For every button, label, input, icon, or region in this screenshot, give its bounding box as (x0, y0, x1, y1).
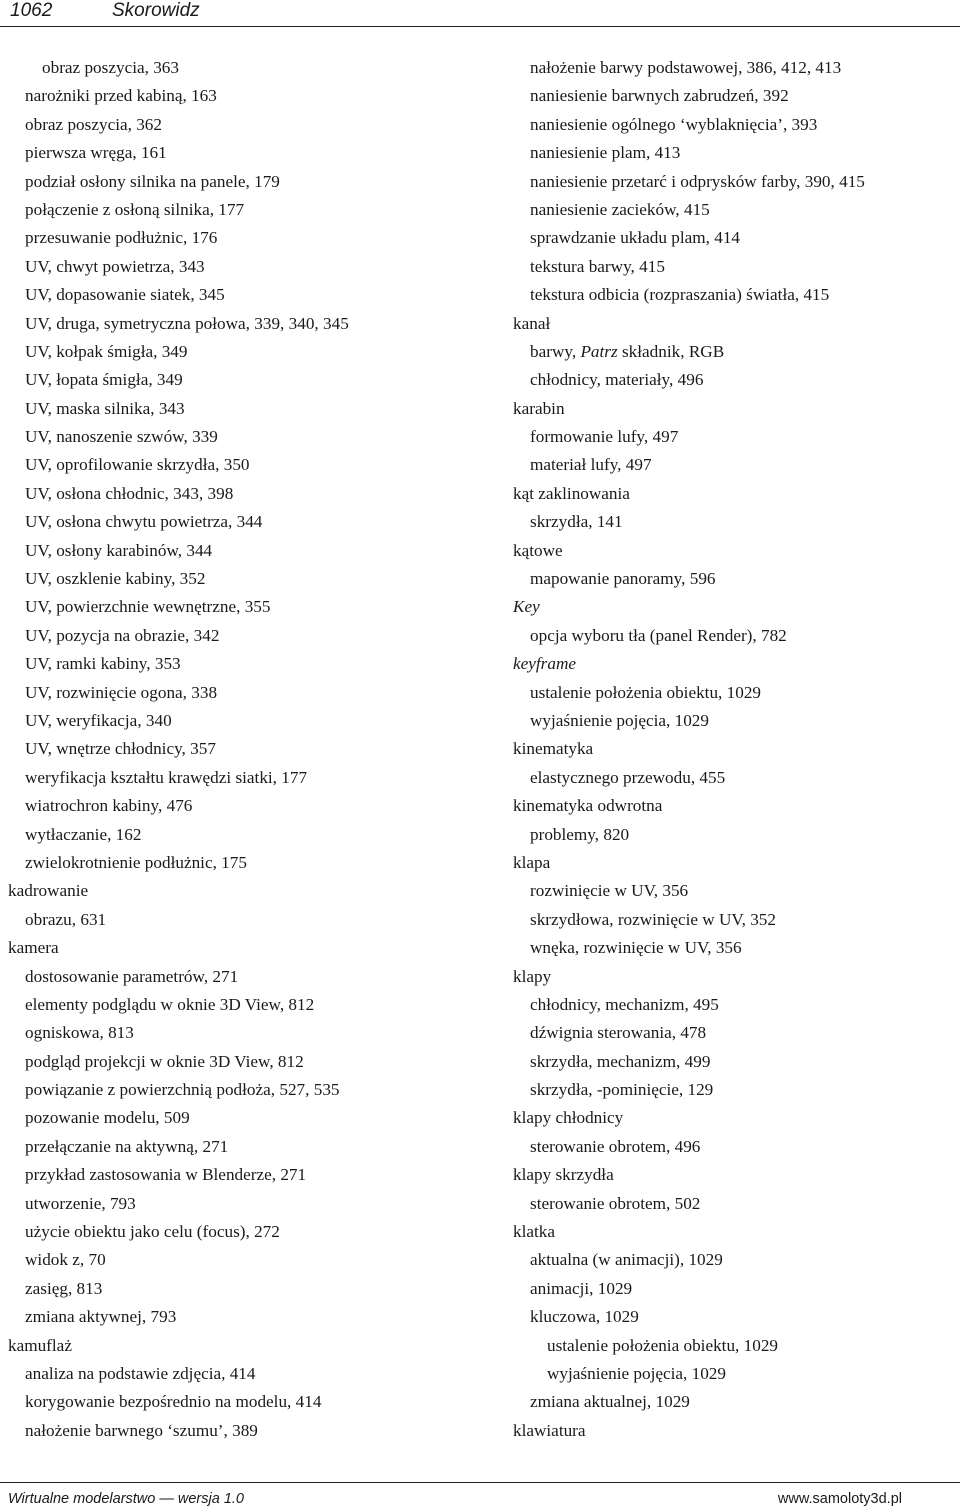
index-heading: klapy chłodnicy (513, 1108, 624, 1128)
index-heading: klapy (513, 966, 552, 986)
index-entry: UV, kołpak śmigła, 349 (25, 341, 188, 361)
index-entry: przykład zastosowania w Blenderze, 271 (25, 1165, 307, 1185)
index-entry: UV, oszklenie kabiny, 352 (25, 569, 206, 589)
index-heading: kadrowanie (8, 881, 89, 901)
index-entry: kluczowa, 1029 (530, 1307, 639, 1327)
index-heading: keyframe (513, 654, 576, 674)
index-entry: zasięg, 813 (25, 1278, 103, 1298)
index-entry: ogniskowa, 813 (25, 1023, 134, 1043)
index-entry: UV, osłona chłodnic, 343, 398 (25, 483, 234, 503)
index-entry: przełączanie na aktywną, 271 (25, 1136, 229, 1156)
index-entry: użycie obiektu jako celu (focus), 272 (25, 1222, 280, 1242)
index-entry: tekstura odbicia (rozpraszania) światła, 415 (530, 285, 830, 305)
index-heading: kinematyka odwrotna (513, 796, 663, 816)
index-entry: mapowanie panoramy, 596 (530, 569, 716, 589)
index-entry: połączenie z osłoną silnika, 177 (25, 199, 245, 219)
index-entry: skrzydła, mechanizm, 499 (530, 1051, 711, 1071)
index-entry: sprawdzanie układu plam, 414 (530, 228, 741, 248)
index-entry: utworzenie, 793 (25, 1193, 136, 1213)
index-entry: UV, nanoszenie szwów, 339 (25, 427, 218, 447)
index-entry: UV, pozycja na obrazie, 342 (25, 625, 220, 645)
index-entry: animacji, 1029 (530, 1278, 633, 1298)
index-entry: sterowanie obrotem, 502 (530, 1193, 701, 1213)
index-entry: UV, weryfikacja, 340 (25, 710, 172, 730)
index-entry: wyjaśnienie pojęcia, 1029 (530, 710, 709, 730)
index-entry: naniesienie zacieków, 415 (530, 199, 710, 219)
index-entry: elastycznego przewodu, 455 (530, 767, 726, 787)
index-entry: zmiana aktualnej, 1029 (530, 1392, 690, 1412)
index-entry: UV, chwyt powietrza, 343 (25, 256, 205, 276)
index-heading: kanał (513, 313, 551, 333)
index-heading: karabin (513, 398, 565, 418)
index-entry: chłodnicy, mechanizm, 495 (530, 994, 719, 1014)
footer-website: www.samoloty3d.pl (777, 1491, 902, 1507)
index-entry: naniesienie barwnych zabrudzeń, 392 (530, 86, 789, 106)
page-footer (0, 1482, 960, 1512)
index-heading: klapa (513, 852, 551, 872)
index-entry: rozwinięcie w UV, 356 (530, 881, 689, 901)
index-entry: skrzydła, -pominięcie, 129 (530, 1080, 714, 1100)
index-entry: UV, maska silnika, 343 (25, 398, 185, 418)
index-entry: naniesienie ogólnego ‘wyblaknięcia’, 393 (530, 114, 818, 134)
index-entry: formowanie lufy, 497 (530, 427, 679, 447)
index-entry: analiza na podstawie zdjęcia, 414 (25, 1363, 256, 1383)
index-entry: dźwignia sterowania, 478 (530, 1023, 707, 1043)
index-entry: przesuwanie podłużnic, 176 (25, 228, 218, 248)
index-heading: Key (513, 597, 540, 617)
running-title: Skorowidz (112, 0, 200, 21)
index-entry: pierwsza wręga, 161 (25, 143, 167, 163)
index-entry: UV, druga, symetryczna połowa, 339, 340, 345 (25, 313, 349, 333)
index-entry (513, 338, 953, 366)
index-entry: UV, łopata śmigła, 349 (25, 370, 183, 390)
page-header (0, 0, 960, 27)
footer-book-title: Wirtualne modelarstwo — wersja 1.0 (8, 1491, 244, 1507)
index-entry: UV, ramki kabiny, 353 (25, 654, 181, 674)
index-entry: obraz poszycia, 362 (25, 114, 162, 134)
index-entry: chłodnicy, materiały, 496 (530, 370, 704, 390)
index-entry: obraz poszycia, 363 (42, 58, 179, 77)
index-entry-text: barwy, (530, 341, 581, 361)
index-column-left (8, 54, 478, 1445)
index-entry: narożniki przed kabiną, 163 (25, 86, 217, 106)
index-entry: UV, dopasowanie siatek, 345 (25, 285, 225, 305)
index-entry: widok z, 70 (25, 1250, 106, 1270)
index-entry: naniesienie plam, 413 (530, 143, 681, 163)
index-entry: powiązanie z powierzchnią podłoża, 527, 535 (25, 1080, 340, 1100)
index-entry: UV, wnętrze chłodnicy, 357 (25, 739, 216, 759)
index-entry: ustalenie położenia obiektu, 1029 (530, 682, 762, 702)
index-heading: klawiatura (513, 1420, 586, 1440)
page-number: 1062 (10, 0, 53, 21)
index-entry: dostosowanie parametrów, 271 (25, 966, 239, 986)
index-entry: elementy podglądu w oknie 3D View, 812 (25, 994, 315, 1014)
index-entry: zwielokrotnienie podłużnic, 175 (25, 852, 247, 872)
index-entry: obrazu, 631 (25, 909, 107, 929)
index-entry: sterowanie obrotem, 496 (530, 1136, 701, 1156)
index-heading: kąt zaklinowania (513, 483, 630, 503)
index-entry: opcja wyboru tła (panel Render), 782 (530, 625, 787, 645)
index-entry: skrzydła, 141 (530, 512, 623, 532)
index-heading: kątowe (513, 540, 563, 560)
index-entry: aktualna (w animacji), 1029 (530, 1250, 723, 1270)
index-entry: podgląd projekcji w oknie 3D View, 812 (25, 1051, 304, 1071)
index-entry-text: składnik, RGB (617, 341, 725, 361)
index-entry: ustalenie położenia obiektu, 1029 (547, 1335, 779, 1355)
index-entry: wiatrochron kabiny, 476 (25, 796, 193, 816)
index-entry: skrzydłowa, rozwinięcie w UV, 352 (530, 909, 776, 929)
index-entry: wytłaczanie, 162 (25, 824, 142, 844)
index-column-right (513, 54, 953, 1445)
index-heading: kinematyka (513, 739, 594, 759)
index-heading: klatka (513, 1222, 555, 1242)
index-entry-reference: Patrz (580, 341, 618, 361)
index-entry: zmiana aktywnej, 793 (25, 1307, 177, 1327)
index-entry: UV, osłona chwytu powietrza, 344 (25, 512, 263, 532)
index-entry: wnęka, rozwinięcie w UV, 356 (530, 938, 742, 958)
index-entry: nałożenie barwy podstawowej, 386, 412, 413 (530, 58, 842, 77)
index-entry: materiał lufy, 497 (530, 455, 652, 475)
index-entry: UV, rozwinięcie ogona, 338 (25, 682, 218, 702)
index-heading: kamuflaż (8, 1335, 72, 1355)
index-entry: wyjaśnienie pojęcia, 1029 (547, 1363, 726, 1383)
index-entry: korygowanie bezpośrednio na modelu, 414 (25, 1392, 322, 1412)
index-heading: klapy skrzydła (513, 1165, 614, 1185)
index-entry: UV, osłony karabinów, 344 (25, 540, 213, 560)
index-entry: UV, oprofilowanie skrzydła, 350 (25, 455, 250, 475)
index-entry: nałożenie barwnego ‘szumu’, 389 (25, 1420, 258, 1440)
index-heading: kamera (8, 938, 59, 958)
index-entry: UV, powierzchnie wewnętrzne, 355 (25, 597, 271, 617)
index-entry: podział osłony silnika na panele, 179 (25, 171, 280, 191)
index-entry: tekstura barwy, 415 (530, 256, 665, 276)
index-entry: problemy, 820 (530, 824, 630, 844)
index-entry: naniesienie przetarć i odprysków farby, 390, 415 (530, 171, 865, 191)
index-entry: pozowanie modelu, 509 (25, 1108, 190, 1128)
index-entry: weryfikacja kształtu krawędzi siatki, 177 (25, 767, 308, 787)
